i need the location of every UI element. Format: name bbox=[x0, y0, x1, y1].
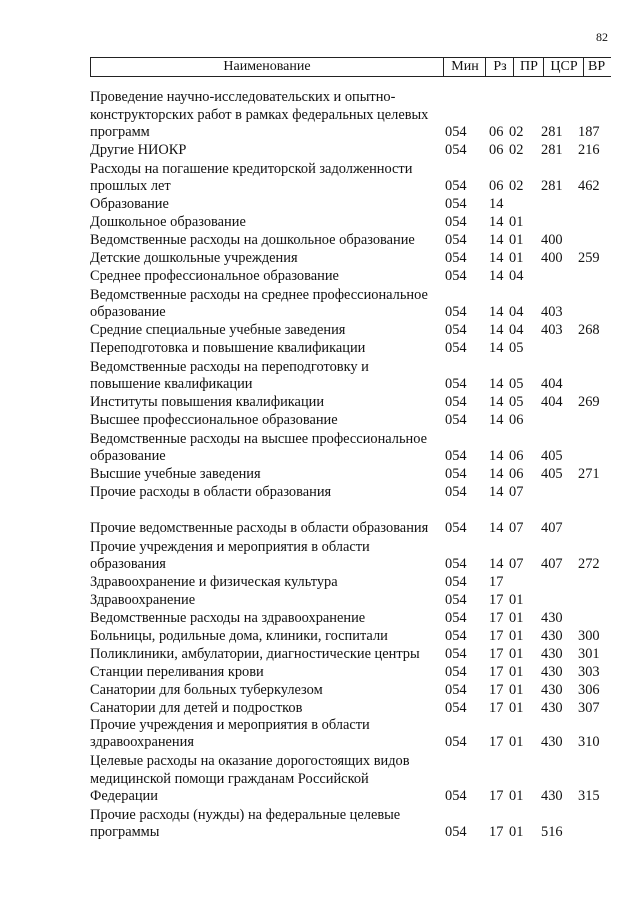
row-rz: 17 bbox=[489, 628, 504, 645]
row-rz: 14 bbox=[489, 268, 504, 285]
row-rz: 14 bbox=[489, 214, 504, 231]
row-name: Ведомственные расходы на дошкольное образование bbox=[90, 232, 415, 249]
row-min: 054 bbox=[445, 484, 467, 501]
table-row bbox=[0, 807, 640, 842]
row-name: Санатории для больных туберкулезом bbox=[90, 682, 323, 699]
row-pr: 01 bbox=[509, 734, 524, 751]
row-vr: 301 bbox=[578, 646, 600, 663]
row-min: 054 bbox=[445, 304, 467, 321]
row-name: Переподготовка и повышение квалификации bbox=[90, 340, 366, 357]
header-min: Мин bbox=[443, 58, 486, 76]
row-name: Станции переливания крови bbox=[90, 664, 264, 681]
row-csr: 404 bbox=[541, 376, 563, 393]
row-csr: 430 bbox=[541, 734, 563, 751]
row-min: 054 bbox=[445, 700, 467, 717]
row-name: Ведомственные расходы на здравоохранение bbox=[90, 610, 366, 627]
row-name: Другие НИОКР bbox=[90, 142, 187, 159]
row-min: 054 bbox=[445, 556, 467, 573]
row-min: 054 bbox=[445, 394, 467, 411]
row-pr: 02 bbox=[509, 178, 524, 195]
row-rz: 14 bbox=[489, 394, 504, 411]
row-name: Дошкольное образование bbox=[90, 214, 246, 231]
row-vr: 269 bbox=[578, 394, 600, 411]
row-name: Прочие учреждения и мероприятия в области образования bbox=[90, 538, 370, 573]
row-rz: 17 bbox=[489, 700, 504, 717]
table-row bbox=[0, 340, 640, 358]
row-pr: 07 bbox=[509, 556, 524, 573]
row-min: 054 bbox=[445, 520, 467, 537]
row-min: 054 bbox=[445, 448, 467, 465]
row-rz: 17 bbox=[489, 664, 504, 681]
row-name: Средние специальные учебные заведения bbox=[90, 322, 346, 339]
row-min: 054 bbox=[445, 574, 467, 591]
row-min: 054 bbox=[445, 628, 467, 645]
row-rz: 14 bbox=[489, 376, 504, 393]
row-name: Ведомственные расходы на высшее профессиональное образование bbox=[90, 430, 428, 465]
header-pr: ПР bbox=[513, 58, 544, 76]
row-rz: 14 bbox=[489, 448, 504, 465]
row-csr: 407 bbox=[541, 520, 563, 537]
row-csr: 430 bbox=[541, 788, 563, 805]
row-rz: 17 bbox=[489, 592, 504, 609]
row-min: 054 bbox=[445, 592, 467, 609]
row-min: 054 bbox=[445, 646, 467, 663]
row-min: 054 bbox=[445, 610, 467, 627]
row-pr: 06 bbox=[509, 448, 524, 465]
row-min: 054 bbox=[445, 376, 467, 393]
row-csr: 516 bbox=[541, 824, 563, 841]
table-row bbox=[0, 196, 640, 214]
row-vr: 268 bbox=[578, 322, 600, 339]
row-name: Ведомственные расходы на среднее профессиональное образование bbox=[90, 286, 428, 321]
row-name: Ведомственные расходы на переподготовку и повышение квалификации bbox=[90, 358, 369, 393]
row-rz: 17 bbox=[489, 646, 504, 663]
table-row bbox=[0, 394, 640, 412]
header-csr: ЦСР bbox=[543, 58, 584, 76]
row-min: 054 bbox=[445, 466, 467, 483]
row-pr: 01 bbox=[509, 250, 524, 267]
table-row bbox=[0, 466, 640, 484]
row-min: 054 bbox=[445, 322, 467, 339]
row-name: Здравоохранение bbox=[90, 592, 196, 609]
row-name: Санатории для детей и подростков bbox=[90, 700, 303, 717]
row-name: Проведение научно-исследовательских и опытно-конструкторских работ в рамках федеральных целевых программ bbox=[90, 89, 429, 141]
row-csr: 405 bbox=[541, 448, 563, 465]
row-rz: 14 bbox=[489, 484, 504, 501]
row-csr: 404 bbox=[541, 394, 563, 411]
row-csr: 403 bbox=[541, 322, 563, 339]
row-min: 054 bbox=[445, 124, 467, 141]
row-name: Высшее профессиональное образование bbox=[90, 412, 338, 429]
table-row bbox=[0, 287, 640, 322]
table-row bbox=[0, 610, 640, 628]
table-row bbox=[0, 214, 640, 232]
row-name: Детские дошкольные учреждения bbox=[90, 250, 298, 267]
row-csr: 281 bbox=[541, 124, 563, 141]
row-vr: 300 bbox=[578, 628, 600, 645]
row-name: Поликлиники, амбулатории, диагностические центры bbox=[90, 646, 420, 663]
row-name: Образование bbox=[90, 196, 169, 213]
row-name: Больницы, родильные дома, клиники, госпитали bbox=[90, 628, 388, 645]
table-row bbox=[0, 628, 640, 646]
row-pr: 01 bbox=[509, 610, 524, 627]
table-row bbox=[0, 646, 640, 664]
row-min: 054 bbox=[445, 250, 467, 267]
row-vr: 271 bbox=[578, 466, 600, 483]
row-name: Институты повышения квалификации bbox=[90, 394, 325, 411]
row-rz: 14 bbox=[489, 466, 504, 483]
row-csr: 281 bbox=[541, 142, 563, 159]
row-csr: 281 bbox=[541, 178, 563, 195]
row-csr: 405 bbox=[541, 466, 563, 483]
row-pr: 01 bbox=[509, 232, 524, 249]
header-name: Наименование bbox=[223, 59, 311, 74]
row-name: Расходы на погашение кредиторской задолженности прошлых лет bbox=[90, 160, 413, 195]
table-row bbox=[0, 250, 640, 268]
row-rz: 17 bbox=[489, 574, 504, 591]
row-min: 054 bbox=[445, 682, 467, 699]
row-vr: 307 bbox=[578, 700, 600, 717]
row-min: 054 bbox=[445, 734, 467, 751]
row-pr: 01 bbox=[509, 592, 524, 609]
table-row bbox=[0, 682, 640, 700]
row-csr: 400 bbox=[541, 232, 563, 249]
row-vr: 306 bbox=[578, 682, 600, 699]
table-header bbox=[90, 57, 611, 77]
row-vr: 462 bbox=[578, 178, 600, 195]
table-row bbox=[0, 484, 640, 502]
row-csr: 430 bbox=[541, 682, 563, 699]
row-pr: 01 bbox=[509, 700, 524, 717]
header-rz: Рз bbox=[485, 58, 514, 76]
row-rz: 14 bbox=[489, 556, 504, 573]
row-pr: 01 bbox=[509, 682, 524, 699]
table-row bbox=[0, 89, 640, 142]
row-pr: 07 bbox=[509, 520, 524, 537]
header-vr: ВР bbox=[583, 58, 618, 76]
row-min: 054 bbox=[445, 340, 467, 357]
table-row bbox=[0, 359, 640, 394]
row-min: 054 bbox=[445, 788, 467, 805]
row-rz: 17 bbox=[489, 734, 504, 751]
table-row bbox=[0, 142, 640, 160]
table-row bbox=[0, 753, 640, 806]
row-rz: 06 bbox=[489, 142, 504, 159]
row-pr: 01 bbox=[509, 214, 524, 231]
row-vr: 315 bbox=[578, 788, 600, 805]
table-row bbox=[0, 232, 640, 250]
row-pr: 02 bbox=[509, 124, 524, 141]
row-name: Целевые расходы на оказание дорогостоящих видов медицинской помощи гражданам Российской Федерации bbox=[90, 753, 410, 805]
row-pr: 01 bbox=[509, 824, 524, 841]
row-rz: 17 bbox=[489, 682, 504, 699]
row-csr: 407 bbox=[541, 556, 563, 573]
row-min: 054 bbox=[445, 196, 467, 213]
row-rz: 14 bbox=[489, 232, 504, 249]
row-vr: 216 bbox=[578, 142, 600, 159]
row-csr: 430 bbox=[541, 628, 563, 645]
row-min: 054 bbox=[445, 232, 467, 249]
table-row bbox=[0, 539, 640, 574]
row-pr: 05 bbox=[509, 340, 524, 357]
row-name: Прочие расходы (нужды) на федеральные целевые программы bbox=[90, 806, 401, 841]
table-row bbox=[0, 664, 640, 682]
row-vr: 303 bbox=[578, 664, 600, 681]
row-pr: 07 bbox=[509, 484, 524, 501]
row-rz: 14 bbox=[489, 412, 504, 429]
row-rz: 17 bbox=[489, 788, 504, 805]
row-rz: 17 bbox=[489, 824, 504, 841]
row-rz: 14 bbox=[489, 250, 504, 267]
row-name: Прочие учреждения и мероприятия в области здравоохранения bbox=[90, 716, 370, 751]
row-name: Прочие расходы в области образования bbox=[90, 484, 332, 501]
row-min: 054 bbox=[445, 412, 467, 429]
row-min: 054 bbox=[445, 214, 467, 231]
row-vr: 259 bbox=[578, 250, 600, 267]
row-pr: 06 bbox=[509, 412, 524, 429]
row-rz: 14 bbox=[489, 304, 504, 321]
row-pr: 01 bbox=[509, 664, 524, 681]
table-row bbox=[0, 161, 640, 196]
row-min: 054 bbox=[445, 824, 467, 841]
row-rz: 17 bbox=[489, 610, 504, 627]
row-name: Прочие ведомственные расходы в области образования bbox=[90, 520, 429, 537]
row-name: Среднее профессиональное образование bbox=[90, 268, 339, 285]
row-pr: 06 bbox=[509, 466, 524, 483]
row-csr: 430 bbox=[541, 610, 563, 627]
row-min: 054 bbox=[445, 268, 467, 285]
row-vr: 310 bbox=[578, 734, 600, 751]
page-number: 82 bbox=[596, 30, 608, 44]
row-pr: 04 bbox=[509, 304, 524, 321]
row-pr: 01 bbox=[509, 646, 524, 663]
row-pr: 01 bbox=[509, 788, 524, 805]
table-row bbox=[0, 412, 640, 430]
table-row bbox=[0, 268, 640, 286]
table-row bbox=[0, 322, 640, 340]
row-rz: 06 bbox=[489, 178, 504, 195]
row-csr: 430 bbox=[541, 646, 563, 663]
row-pr: 01 bbox=[509, 628, 524, 645]
table-row bbox=[0, 431, 640, 466]
row-min: 054 bbox=[445, 142, 467, 159]
row-rz: 14 bbox=[489, 322, 504, 339]
table-row bbox=[0, 574, 640, 592]
row-vr: 187 bbox=[578, 124, 600, 141]
table-row bbox=[0, 717, 640, 752]
row-pr: 05 bbox=[509, 394, 524, 411]
row-rz: 14 bbox=[489, 520, 504, 537]
table-row bbox=[0, 592, 640, 610]
table-row bbox=[0, 700, 640, 718]
row-rz: 06 bbox=[489, 124, 504, 141]
table-row bbox=[0, 503, 640, 538]
row-min: 054 bbox=[445, 664, 467, 681]
row-min: 054 bbox=[445, 178, 467, 195]
row-csr: 430 bbox=[541, 700, 563, 717]
row-rz: 14 bbox=[489, 196, 504, 213]
row-csr: 400 bbox=[541, 250, 563, 267]
row-pr: 04 bbox=[509, 322, 524, 339]
row-pr: 05 bbox=[509, 376, 524, 393]
row-name: Здравоохранение и физическая культура bbox=[90, 574, 338, 591]
row-pr: 02 bbox=[509, 142, 524, 159]
row-name: Высшие учебные заведения bbox=[90, 466, 261, 483]
row-csr: 430 bbox=[541, 664, 563, 681]
row-pr: 04 bbox=[509, 268, 524, 285]
row-csr: 403 bbox=[541, 304, 563, 321]
row-rz: 14 bbox=[489, 340, 504, 357]
row-vr: 272 bbox=[578, 556, 600, 573]
